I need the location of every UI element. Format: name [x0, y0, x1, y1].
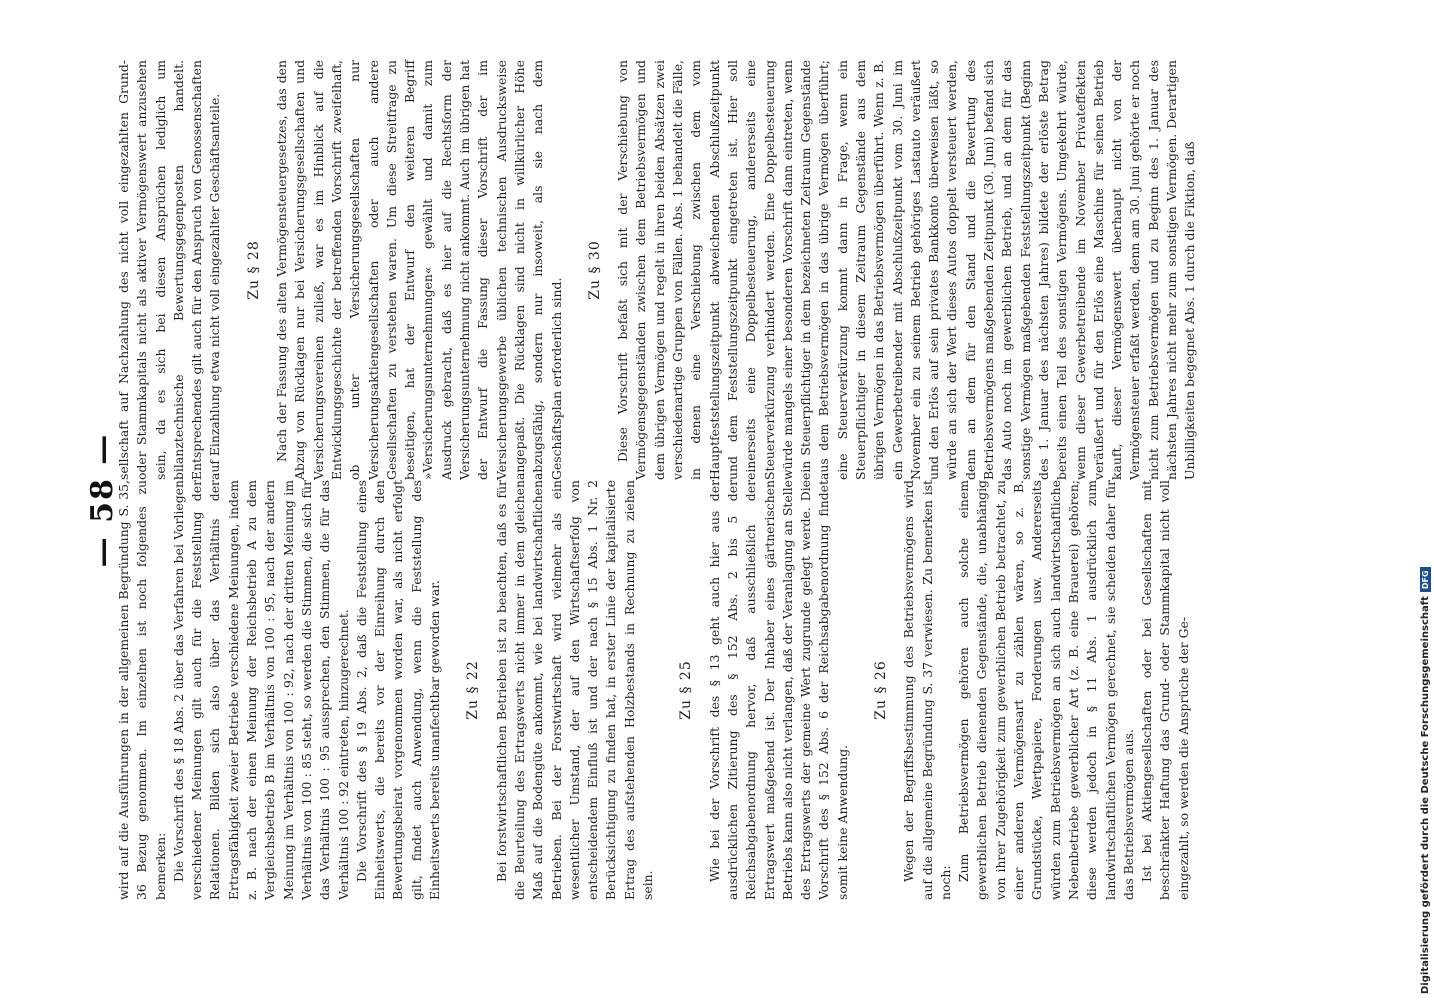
paragraph: Wie bei der Vorschrift des § 13 geht auch hier aus der ausdrücklichen Zitierung des § 152 Abs. 2 bis 5 der Reichsabgabenordnung hervor, daß ausschließlich der Ertragswert maßgebend ist. Der Inhaber eines gärtnerischen Betriebs kann also nicht verlangen, daß der Veranlagung an Stelle des Ertragswerts der gemeine Wert zugrunde gelegt werde. Die Vorschrift des § 152 Abs. 6 der Reichsabgabenordnung findet somit keine Anwendung. — [706, 480, 850, 900]
paragraph: Zum Betriebsvermögen gehören auch solche einem gewerblichen Betrieb dienenden Gegenstände, die, unabhängig von ihrer Zugehörigkeit zum gewerblichen Betrieb betrachtet, zu einer anderen Vermögensart zu zählen wären, so z. B. Grundstücke, Wertpapiere, Forderungen usw. Andererseits würden zum Betriebsvermögen an sich auch landwirtschaftliche Nebenbetriebe gewerblicher Art (z. B. eine Brauerei) gehören; diese werden jedoch in § 11 Abs. 1 ausdrücklich zum landwirtschaftlichen Vermögen gerechnet, sie scheiden daher für das Betriebsvermögen aus. — [956, 480, 1136, 900]
paragraph: Die Vorschrift des § 18 Abs. 2 über das Verfahren bei Vorliegen verschiedener Meinungen gilt auch für die Feststellung der Relationen. Bilden sich also über das Verhältnis der Ertragsfähigkeit zweier Betriebe verschiedene Meinungen, indem z. B. nach der einen Meinung der Reichsbetrieb A zu dem Vergleichsbetrieb B im Verhältnis von 100 : 95, nach der andern Meinung im Verhältnis von 100 : 92, nach der dritten Meinung im Verhältnis von 100 : 85 steht, so werden die Stimmen, die sich für das Verhältnis 100 : 95 aussprechen, den Stimmen, die für das Verhältnis 100 : 92 eintreten, hinzugerechnet. — [170, 480, 351, 900]
right-column — [115, 60, 1200, 480]
section-heading-22: Zu § 22 — [465, 660, 482, 720]
page-header — [0, 0, 120, 1000]
paragraph: wird auf die Ausführungen in der allgemeinen Begründung S. 35, 36 Bezug genommen. Im einzelnen ist noch folgendes zu bemerken: — [116, 480, 168, 900]
section-heading-28: Zu § 28 — [245, 240, 262, 300]
paragraph: Nach der Fassung des alten Vermögensteuergesetzes, das den Abzug von Rücklagen nur bei Versicherungsgesellschaften und Versicherungsvereinen zuließ, war es im Hinblick auf die Entwicklungsgeschichte der betreffenden Vorschrift zweifelhaft, ob unter Versicherungsgesellschaften nur Versicherungsaktiengesellschaften oder auch andere Gesellschaften zu verstehen waren. Um diese Streitfrage zu beseitigen, hat der Entwurf den weiteren Begriff »Versicherungsunternehmungen« gewählt und damit zum Ausdruck gebracht, daß es hier auf die Rechtsform der Versicherungsunternehmung nicht ankommt. Auch im übrigen hat der Entwurf die Fassung dieser Vorschrift der im Versicherungsgewerbe üblichen technischen Ausdrucksweise angepaßt. Die Rücklagen sind nicht in willkürlicher Höhe abzugsfähig, sondern nur insoweit, als sie nach dem Geschäftsplan erforderlich sind. — [274, 60, 564, 480]
page-number: — 58 — — [85, 432, 120, 568]
paragraph: Die Vorschrift des § 19 Abs. 2, daß die Feststellung eines Einheitswerts, die bereits vor der Einreihung durch den Bewertungsbeirat vorgenommen worden war, als nicht erfolgt gilt, findet auch Anwendung, wenn die Feststellung des Einheitswerts bereits unanfechtbar geworden war. — [353, 480, 443, 900]
section-heading-30: Zu § 30 — [586, 240, 603, 300]
dfg-logo: DFG — [1420, 567, 1431, 592]
paragraph: Wegen der Begriffsbestimmung des Betriebsvermögens wird auf die allgemeine Begründung S. 37 verwiesen. Zu bemerken ist noch: — [901, 480, 953, 900]
paragraph: Ist bei Aktiengesellschaften oder bei Gesellschaften mit beschränkter Haftung das Grund- oder Stammkapital nicht voll eingezahlt, so werden die Ansprüche der Ge- — [1139, 480, 1191, 900]
paragraph: sellschaft auf Nachzahlung des nicht voll eingezahlten Grund- oder Stammkapitals nicht als aktiver Vermögenswert anzusehen sein, da es sich bei diesen Ansprüchen lediglich um bilanztechnische Bewertungsgegenposten handelt. Entsprechendes gilt auch für den Anspruch von Genossenschaften auf Einzahlung etwa nicht voll eingezahlter Geschäftsanteile. — [116, 60, 223, 480]
section-heading-25: Zu § 25 — [678, 660, 695, 720]
credit-text: Digitalisierung gefördert durch die Deutsche Forschungsgemeinschaft — [1420, 596, 1431, 994]
left-column — [115, 480, 1193, 900]
section-heading-26: Zu § 26 — [872, 660, 889, 720]
paragraph: Diese Vorschrift befaßt sich mit der Verschiebung von Vermögensgegenständen zwischen dem Betriebsvermögen und dem übrigen Vermögen und regelt in ihren beiden Absätzen zwei verschiedenartige Gruppen von Fällen. Abs. 1 behandelt die Fälle, in denen eine Verschiebung zwischen dem vom Hauptfeststellungszeitpunkt abweichenden Abschlußzeitpunkt und dem Feststellungszeitpunkt eingetreten ist. Hier soll einerseits eine Doppelbesteuerung, andererseits eine Steuerverkürzung verhindert werden. Eine Doppelbesteuerung würde mangels einer besonderen Vorschrift dann eintreten, wenn ein Steuerpflichtiger in dem bezeichneten Zeitraum Gegenstände aus dem Betriebsvermögen in das übrige Vermögen überführt; eine Steuerverkürzung kommt dann in Frage, wenn ein Steuerpflichtiger in diesem Zeitraum Gegenstände aus dem übrigen Vermögen in das Betriebsvermögen überführt. Wenn z. B. ein Gewerbetreibender mit Abschlußzeitpunkt vom 30. Juni im November ein zu seinem Betrieb gehöriges Lastauto veräußert und den Erlös auf sein privates Bankkonto überweisen läßt, so würde an sich der Wert dieses Autos doppelt versteuert werden, denn an dem für den Stand und die Bewertung des Betriebsvermögens maßgebenden Zeitpunkt (30. Juni) befand sich das Auto noch im gewerblichen Betrieb, und an dem für das sonstige Vermögen maßgebenden Feststellungszeitpunkt (Beginn des 1. Januar des nächsten Jahres) bildete der erlöste Betrag bereits einen Teil des sonstigen Vermögens. Umgekehrt würde, wenn dieser Gewerbetreibende im November Privateffekten veräußert und für den Erlös eine Maschine für seinen Betrieb kauft, dieser Vermögenswert überhaupt nicht von der Vermögensteuer erfaßt werden, denn am 30. Juni gehörte er noch nicht zum Betriebsvermögen und zu Beginn des 1. Januar des nächsten Jahres nicht mehr zum sonstigen Vermögen. Derartigen Unbilligkeiten begegnet Abs. 1 durch die Fiktion, daß — [615, 60, 1198, 480]
digitization-credit — [1420, 567, 1431, 994]
paragraph: Bei forstwirtschaftlichen Betrieben ist zu beachten, daß es für die Beurteilung des Ertragswerts nicht immer in dem gleichen Maß auf die Bodengüte ankommt, wie bei landwirtschaftlichen Betrieben. Bei der Forstwirtschaft wird vielmehr als ein wesentlicher Umstand, der auf den Wirtschaftserfolg von entscheidendem Einfluß ist und der nach § 15 Abs. 1 Nr. 2 Berücksichtigung zu finden hat, in erster Linie der kapitalisierte Ertrag des aufstehenden Holzbestands in Rechnung zu ziehen sein. — [493, 480, 656, 900]
